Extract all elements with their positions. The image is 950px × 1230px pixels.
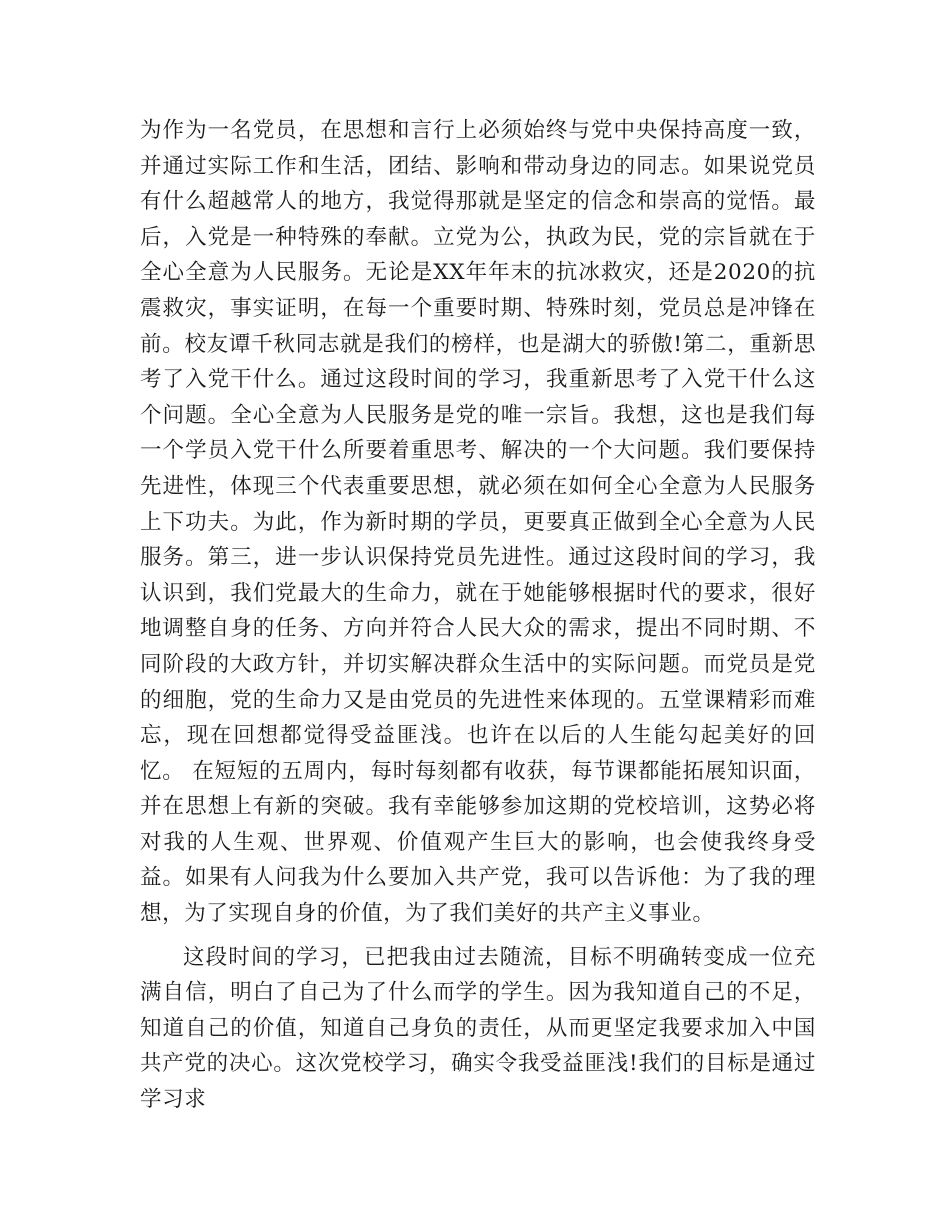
paragraph-1: 为作为一名党员，在思想和言行上必须始终与党中央保持高度一致，并通过实际工作和生活，团结、影响和带动身边的同志。如果说党员有什么超越常人的地方，我觉得那就是坚定的信念和崇高的觉悟。最后，入党是一种特殊的奉献。立党为公，执政为民，党的宗旨就在于全心全意为人民服务。无论是XX年年末的抗冰救灾，还是2020的抗震救灾，事实证明，在每一个重要时期、特殊时刻，党员总是冲锋在前。校友谭千秋同志就是我们的榜样，也是湖大的骄傲!第二，重新思考了入党干什么。通过这段时间的学习，我重新思考了入党干什么这个问题。全心全意为人民服务是党的唯一宗旨。我想，这也是我们每一个学员入党干什么所要着重思考、解决的一个大问题。我们要保持先进性，体现三个代表重要思想，就必须在如何全心全意为人民服务上下功夫。为此，作为新时期的学员，更要真正做到全心全意为人民服务。第三，进一步认识保持党员先进性。通过这段时间的学习，我认识到，我们党最大的生命力，就在于她能够根据时代的要求，很好地调整自身的任务、方向并符合人民大众的需求，提出不同时期、不同阶段的大政方针，并切实解决群众生活中的实际问题。而党员是党的细胞，党的生命力又是由党员的先进性来体现的。五堂课精彩而难忘，现在回想都觉得受益匪浅。也许在以后的人生能勾起美好的回忆。 在短短的五周内，每时每刻都有收获，每节课都能拓展知识面，并在思想上有新的突破。我有幸能够参加这期的党校培训，这势必将对我的人生观、世界观、价值观产生巨大的影响，也会使我终身受益。如果有人问我为什么要加入共产党，我可以告诉他：为了我的理想，为了实现自身的价值，为了我们美好的共产主义事业。 (140, 118, 816, 927)
document-body (140, 113, 816, 1118)
paragraph-2: 这段时间的学习，已把我由过去随流，目标不明确转变成一位充满自信，明白了自己为了什么而学的学生。因为我知道自己的不足，知道自己的价值，知道自己身负的责任，从而更坚定我要求加入中国共产党的决心。这次党校学习，确实令我受益匪浅!我们的目标是通过学习求 (140, 944, 816, 1113)
